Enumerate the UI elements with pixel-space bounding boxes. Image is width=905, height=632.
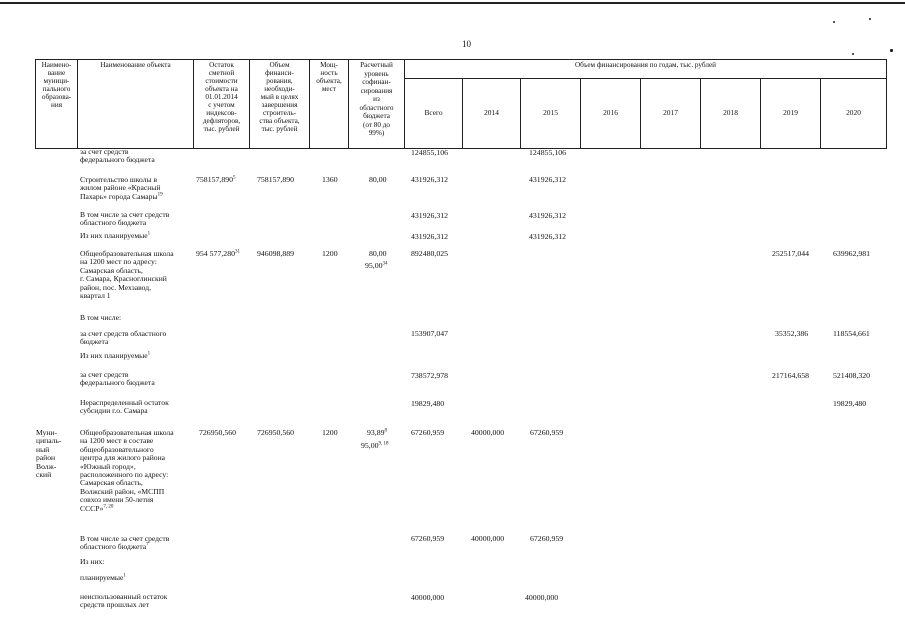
row-2015: 431926,312 bbox=[529, 211, 567, 220]
row-2015: 431926,312 bbox=[529, 232, 567, 241]
row-cofinancing-level: 80,00 bbox=[369, 175, 387, 184]
row-total: 124855,106 bbox=[411, 148, 449, 157]
header-year-2014: 2014 bbox=[484, 108, 499, 117]
scan-speck bbox=[890, 49, 893, 52]
row-description: В том числе за счет средств областного бюджета$^7$ bbox=[80, 534, 170, 552]
row-description: неиспользованный остаток средств прошлых лет bbox=[80, 592, 168, 610]
scan-speck bbox=[833, 21, 835, 23]
row-description: за счет средств федерального бюджета bbox=[80, 147, 155, 165]
header-remaining-cost: Остаток сметной стоимости объекта на 01.01.2014 с учетом индексов- дефляторов, тыс. рублей bbox=[202, 61, 241, 133]
row-total: 431926,312 bbox=[411, 211, 449, 220]
row-2015: 431926,312 bbox=[529, 175, 567, 184]
header-years-group: Объем финансирования по годам, тыс. рублей bbox=[574, 61, 717, 69]
header-year-2015: 2015 bbox=[543, 108, 558, 117]
row-total: 892480,025 bbox=[411, 249, 449, 258]
row-total: 738572,978 bbox=[411, 371, 449, 380]
row-2020: 521408,320 bbox=[833, 371, 871, 380]
row-remaining-cost: 954 577,280$^{31}$ bbox=[196, 249, 240, 258]
row-remaining-cost: 758157,890$^5$ bbox=[196, 175, 236, 184]
row-2014: 40000,000 bbox=[471, 428, 505, 437]
header-object: Наименование объекта bbox=[100, 61, 171, 69]
row-description: Общеобразовательная школа на 1200 мест по адресу: Самарская область, г. Самара, Красноглинский район, пос. Мехзавод, квартал 1 bbox=[80, 249, 174, 301]
row-2015: 67260,959 bbox=[530, 428, 564, 437]
row-total: 19829,480 bbox=[411, 399, 445, 408]
row-2015: 124855,106 bbox=[529, 148, 567, 157]
header-year-2018: 2018 bbox=[723, 108, 738, 117]
top-border-line bbox=[0, 2, 905, 4]
row-total: 431926,312 bbox=[411, 175, 449, 184]
row-description: за счет средств федерального бюджета bbox=[80, 370, 155, 388]
row-description: Из них планируемые$^1$ bbox=[80, 351, 151, 360]
row-total: 67260,959 bbox=[411, 534, 445, 543]
header-year-total: Всего bbox=[424, 108, 443, 117]
row-2019: 252517,044 bbox=[772, 249, 810, 258]
row-total: 431926,312 bbox=[411, 232, 449, 241]
row-2014: 40000,000 bbox=[471, 534, 505, 543]
row-2019: 217164,658 bbox=[772, 371, 810, 380]
header-volume: Объем финанси- рования, необходи- мый в целях завершения строитель- ства объекта, тыс. рублей bbox=[259, 61, 300, 133]
header-capacity: Мощ- ность объекта, мест bbox=[316, 61, 342, 93]
row-2020: 118554,661 bbox=[833, 329, 870, 338]
scan-speck bbox=[869, 18, 871, 20]
header-cofinancing-level: Расчетный уровень софинан- сирования из областного бюджета (от 80 до 99%) bbox=[359, 61, 394, 137]
row-capacity: 1360 bbox=[322, 175, 338, 184]
row-description: Из них планируемые$^1$ bbox=[80, 231, 151, 240]
row-capacity: 1200 bbox=[322, 249, 338, 258]
row-total: 40000,000 bbox=[411, 593, 445, 602]
row-description: В том числе за счет средств областного бюджета bbox=[80, 210, 170, 228]
scan-speck bbox=[852, 53, 854, 55]
row-total: 153907,047 bbox=[411, 329, 449, 338]
header-year-2016: 2016 bbox=[603, 108, 618, 117]
row-description: Нераспределенный остаток субсидии г.о. Самара bbox=[80, 398, 169, 416]
header-year-2017: 2017 bbox=[663, 108, 678, 117]
row-total: 67260,959 bbox=[411, 428, 445, 437]
row-description: Строительство школы в жилом районе «Красный Пахарь» города Самары$^{19}$ bbox=[80, 175, 163, 201]
header-year-2019: 2019 bbox=[783, 108, 798, 117]
row-capacity: 1200 bbox=[322, 428, 338, 437]
row-2020: 639962,981 bbox=[833, 249, 871, 258]
row-municipality: Муни- ципаль- ный район Волж- ский bbox=[36, 428, 62, 480]
row-2015: 40000,000 bbox=[525, 593, 559, 602]
row-cofinancing-level: 93,89$^8$ bbox=[367, 428, 388, 437]
row-volume: 726950,560 bbox=[257, 428, 295, 437]
row-description: Общеобразовательная школа на 1200 мест в составе общеобразовательного центра для жилого района «Южный город», расположенного по адресу: Самарская область, Волжский район, «МСПП совхоз имени 50-летия СССР»$^{7, 20}$ bbox=[80, 428, 174, 513]
row-remaining-cost: 726950,560 bbox=[199, 428, 237, 437]
row-2020: 19829,480 bbox=[833, 399, 867, 408]
row-2019: 35352,386 bbox=[775, 329, 809, 338]
row-description: Из них: bbox=[80, 557, 105, 566]
row-description: планируемые$^1$ bbox=[80, 573, 126, 582]
row-cofinancing-level-alt: 95,00$^{34}$ bbox=[365, 261, 388, 270]
row-cofinancing-level-alt: 95,00$^{9, 18}$ bbox=[361, 441, 389, 450]
header-year-2020: 2020 bbox=[846, 108, 861, 117]
page-number: 10 bbox=[462, 39, 471, 49]
row-cofinancing-level: 80,00 bbox=[369, 249, 387, 258]
row-description: за счет средств областного бюджета bbox=[80, 329, 167, 347]
row-2015: 67260,959 bbox=[530, 534, 564, 543]
row-description: В том числе: bbox=[80, 313, 122, 322]
row-volume: 946098,889 bbox=[257, 249, 295, 258]
row-volume: 758157,890 bbox=[257, 175, 295, 184]
header-municipality: Наимено- вание муници- пального образова- ния bbox=[41, 61, 72, 109]
